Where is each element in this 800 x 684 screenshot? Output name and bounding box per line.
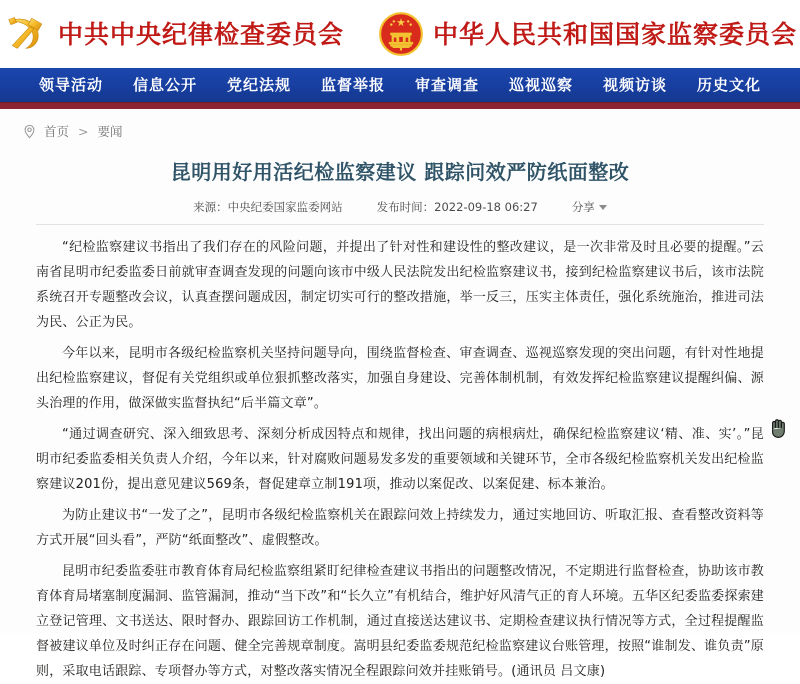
ccp-hammer-sickle-emblem: [3, 11, 49, 57]
chevron-down-icon: [599, 205, 607, 210]
breadcrumb-home-link[interactable]: 首页: [44, 124, 70, 139]
article-source: 来源：中央纪委国家监委网站: [193, 200, 343, 214]
brand-nsc[interactable]: [378, 11, 797, 57]
nav-item-review-investigation[interactable]: 审查调查: [415, 75, 480, 94]
prc-national-emblem: [378, 11, 424, 57]
nav-underline-bar: [0, 102, 800, 109]
main-navigation: [0, 68, 800, 102]
nav-item-information-disclosure[interactable]: 信息公开: [132, 75, 197, 94]
location-pin-icon: [22, 124, 37, 139]
nav-item-inspection-tour[interactable]: 巡视巡察: [509, 75, 574, 94]
article-paragraph: 今年以来，昆明市各级纪检监察机关坚持问题导向，围绕监督检查、审查调查、巡视巡察发现的突出问题，有针对性地提出纪检监察建议，督促有关党组织或单位狠抓整改落实，加强自身建设、完善体制机制，有效发挥纪检监察建议提醒纠偏、源头治理的作用，做深做实监督执纪“后半篇文章”。: [36, 346, 764, 411]
site-header: [0, 0, 800, 68]
article-paragraph: 昆明市纪委监委驻市教育体育局纪检监察组紧盯纪律检查建议书指出的问题整改情况，不定期进行监督检查，协助该市教育体育局堵塞制度漏洞、监管漏洞，推动“当下改”和“长久立”有机结合，维护好风清气正的育人环境。五华区纪委监委探索建立登记管理、文书送达、限时督办、跟踪回访工作机制，通过直接送达建议书、定期检查建议执行情况等方式，全过程提醒监督被建议单位及时纠正存在问题、健全完善规章制度。嵩明县纪委监委规范纪检监察建议台账管理，按照“谁制发、谁负责”原则，采取电话跟踪、专项督办等方式，对整改落实情况全程跟踪问效并挂账销号。(通讯员 吕文康): [36, 564, 764, 679]
article-body: [36, 235, 764, 684]
nav-item-video-interview[interactable]: 视频访谈: [603, 75, 668, 94]
article-paragraph: “纪检监察建议书指出了我们存在的风险问题，并提出了针对性和建设性的整改建议，是一次非常及时且必要的提醒。”云南省昆明市纪委监委日前就审查调查发现的问题向该市中级人民法院发出纪检监察建议书，接到纪检监察建议书后，该市法院系统召开专题整改会议，认真查摆问题成因，制定切实可行的整改措施，举一反三，压实主体责任，强化系统施治，推进司法为民、公正为民。: [36, 240, 764, 330]
article-paragraph: “通过调查研究、深入细致思考、深刻分析成因特点和规律，找出问题的病根病灶，确保纪检监察建议‘精、准、实’。”昆明市纪委监委相关负责人介绍，今年以来，针对腐败问题易发多发的重要领域和关键环节，全市各级纪检监察机关发出纪检监察建议201份，提出意见建议569条，督促建章立制191项，推动以案促改、以案促建、标本兼治。: [36, 427, 764, 492]
nav-item-history-culture[interactable]: 历史文化: [697, 75, 762, 94]
breadcrumb-current-section[interactable]: 要闻: [97, 124, 123, 139]
share-dropdown[interactable]: [572, 199, 607, 215]
article-meta: [36, 199, 764, 225]
article-publish-time: 发布时间：2022-09-18 06:27: [376, 200, 538, 214]
brand-nsc-label: 中华人民共和国国家监察委员会: [433, 19, 798, 49]
nav-item-leadership[interactable]: 领导活动: [38, 75, 103, 94]
nav-item-party-regulations[interactable]: 党纪法规: [226, 75, 291, 94]
brand-ccdi-label: 中共中央纪律检查委员会: [57, 19, 344, 49]
breadcrumb: [0, 109, 800, 137]
nav-item-supervision-reporting[interactable]: 监督举报: [320, 75, 385, 94]
breadcrumb-separator: >: [78, 123, 89, 139]
brand-ccdi[interactable]: [3, 11, 344, 57]
share-label: 分享: [571, 200, 595, 214]
article-container: [0, 159, 800, 684]
page-title: 昆明用好用活纪检监察建议 跟踪问效严防纸面整改: [170, 160, 630, 184]
article-paragraph: 为防止建议书“一发了之”，昆明市各级纪检监察机关在跟踪问效上持续发力，通过实地回访、听取汇报、查看整改资料等方式开展“回头看”，严防“纸面整改”、虚假整改。: [36, 508, 764, 548]
